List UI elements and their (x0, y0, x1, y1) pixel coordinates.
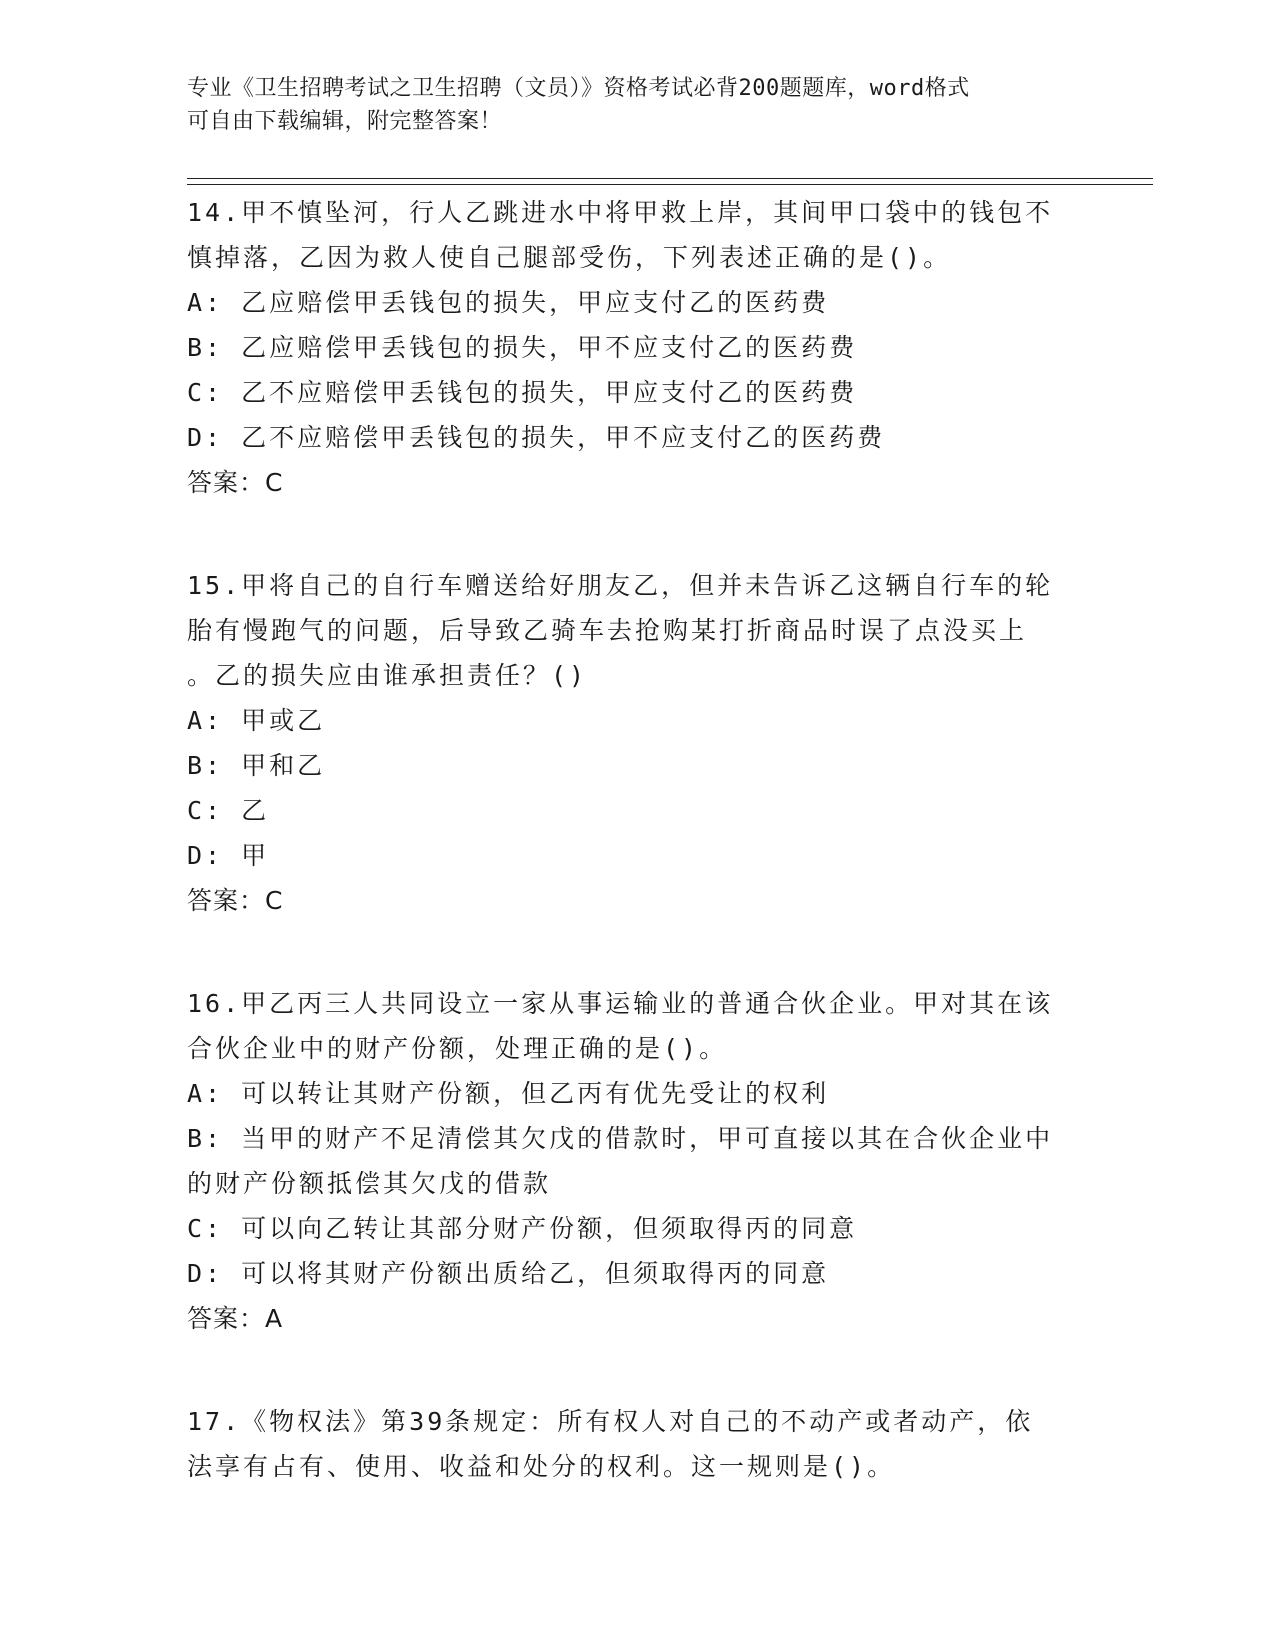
answer-option: B: 当甲的财产不足清偿其欠戊的借款时，甲可直接以其在合伙企业中 (187, 1124, 1054, 1153)
correct-answer: 答案：A (187, 1304, 284, 1333)
question-list (187, 190, 1087, 1547)
answer-option: D: 可以将其财产份额出质给乙，但须取得丙的同意 (187, 1259, 830, 1288)
question-stem-line: 合伙企业中的财产份额，处理正确的是()。 (187, 1034, 728, 1063)
answer-option: C: 乙不应赔偿甲丢钱包的损失，甲应支付乙的医药费 (187, 378, 858, 407)
question-stem-line: 胎有慢跑气的问题，后导致乙骑车去抢购某打折商品时误了点没买上 (187, 616, 1028, 645)
answer-option: C: 乙 (187, 796, 270, 825)
answer-option: 的财产份额抵偿其欠戊的借款 (187, 1169, 552, 1198)
answer-option: B: 甲和乙 (187, 751, 326, 780)
question-item (187, 1399, 1087, 1489)
answer-option: C: 可以向乙转让其部分财产份额，但须取得丙的同意 (187, 1214, 858, 1243)
header-divider-top (187, 178, 1153, 179)
answer-option: D: 乙不应赔偿甲丢钱包的损失，甲不应支付乙的医药费 (187, 423, 886, 452)
question-stem-line: 法享有占有、使用、收益和处分的权利。这一规则是()。 (187, 1452, 896, 1481)
answer-option: A: 甲或乙 (187, 706, 326, 735)
question-item (187, 563, 1087, 923)
correct-answer: 答案：C (187, 468, 284, 497)
answer-option: B: 乙应赔偿甲丢钱包的损失，甲不应支付乙的医药费 (187, 333, 858, 362)
question-stem-line: 14.甲不慎坠河，行人乙跳进水中将甲救上岸，其间甲口袋中的钱包不 (187, 198, 1054, 227)
answer-option: D: 甲 (187, 841, 270, 870)
header-line-2: 可自由下载编辑，附完整答案！ (187, 109, 503, 134)
correct-answer: 答案：C (187, 886, 284, 915)
question-stem-line: 。乙的损失应由谁承担责任？() (187, 661, 588, 690)
answer-option: A: 可以转让其财产份额，但乙丙有优先受让的权利 (187, 1079, 830, 1108)
question-stem-line: 15.甲将自己的自行车赠送给好朋友乙，但并未告诉乙这辆自行车的轮 (187, 571, 1054, 600)
answer-option: A: 乙应赔偿甲丢钱包的损失，甲应支付乙的医药费 (187, 288, 830, 317)
question-item (187, 981, 1087, 1341)
question-stem-line: 慎掉落，乙因为救人使自己腿部受伤，下列表述正确的是()。 (187, 243, 952, 272)
header-line-1: 专业《卫生招聘考试之卫生招聘（文员）》资格考试必背200题题库，word格式 (187, 76, 970, 101)
document-header (187, 72, 1067, 138)
header-divider-bottom (187, 184, 1153, 185)
question-item (187, 190, 1087, 505)
question-stem-line: 16.甲乙丙三人共同设立一家从事运输业的普通合伙企业。甲对其在该 (187, 989, 1054, 1018)
question-stem-line: 17.《物权法》第39条规定：所有权人对自己的不动产或者动产，依 (187, 1407, 1034, 1436)
